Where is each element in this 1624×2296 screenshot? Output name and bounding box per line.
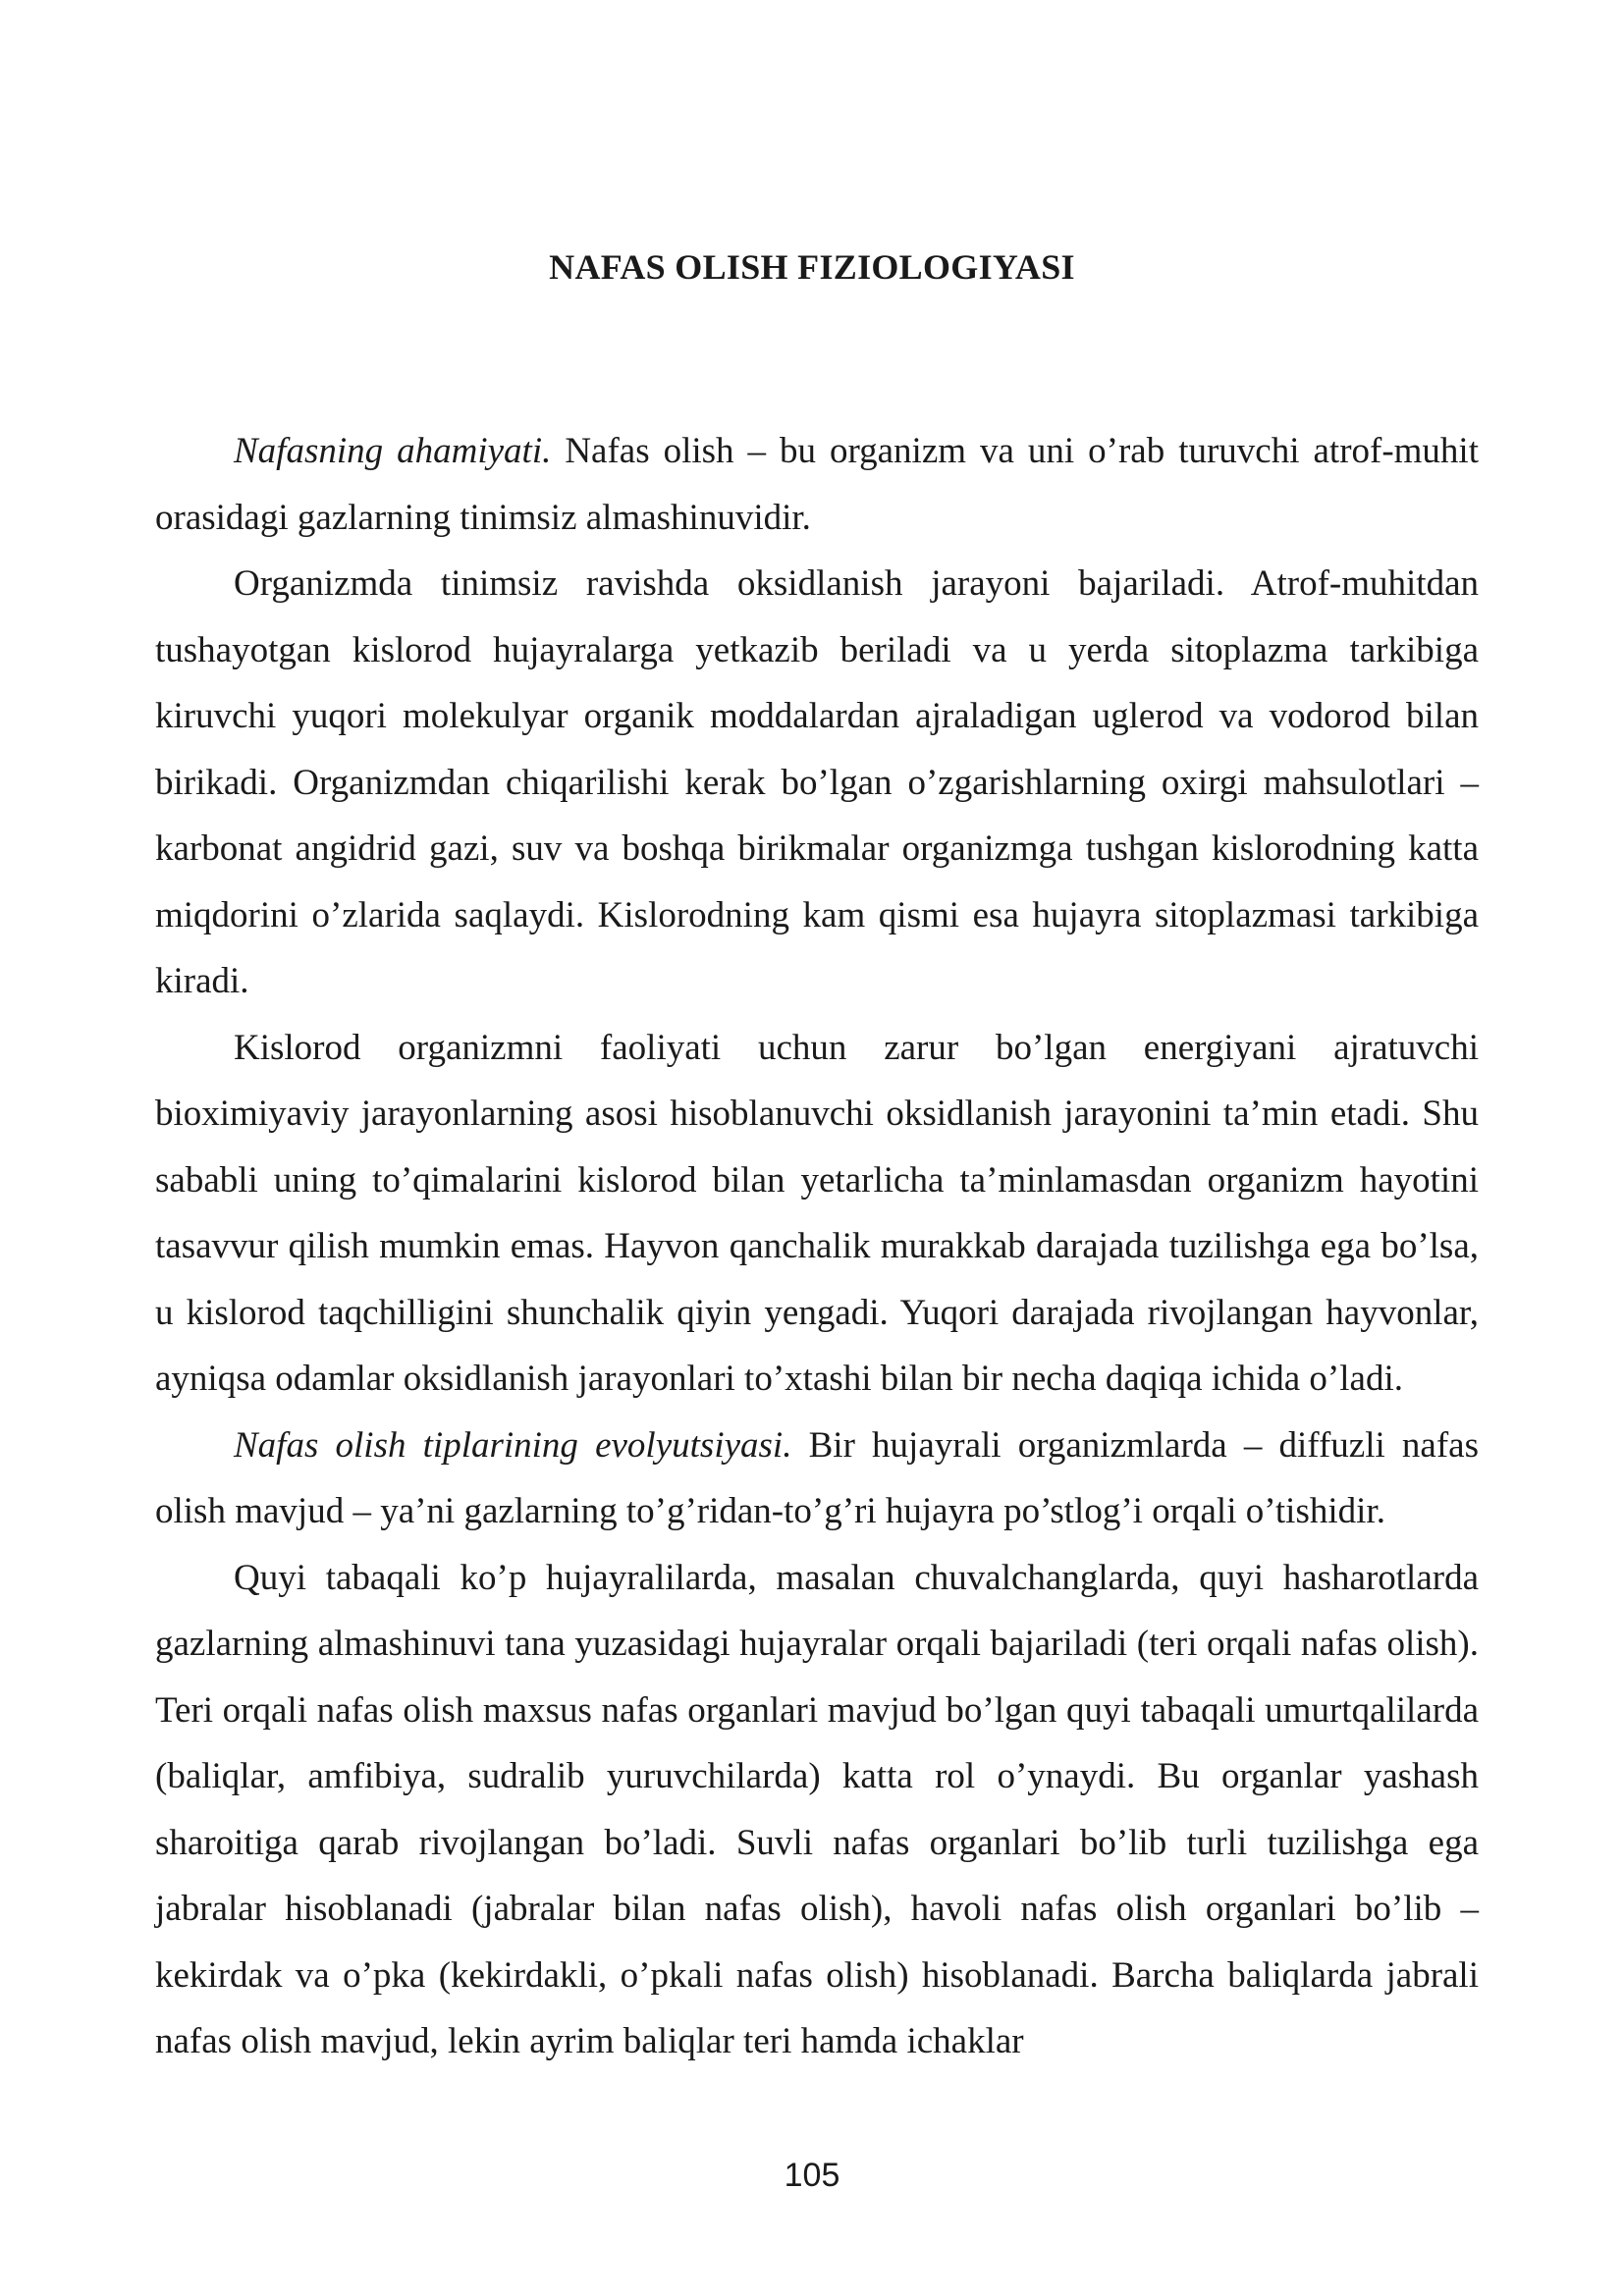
paragraph-text: Bir hujayrali organizmlarda – diffuzli nafas olish mavjud – ya’ni gazlarning to’g’ridan-to’g’ri hujayra po’stlog’i orqali o’tishidir. bbox=[155, 1424, 1479, 1531]
paragraph-text: Organizmda tinimsiz ravishda oksidlanish jarayoni bajariladi. Atrof-muhitdan tushayotgan kislorod hujayralarga yetkazib beriladi va u yerda sitoplazma tarkibiga kiruvchi yuqori molekulyar organik moddalardan ajraladigan uglerod va vodorod bilan birikadi. Organizmdan chiqarilishi kerak bo’lgan o’zgarishlarning oxirgi mahsulotlari – karbonat angidrid gazi, suv va boshqa birikmalar organizmga tushgan kislorodning katta miqdorini o’zlarida saqlaydi. Kislorodning kam qismi esa hujayra sitoplazmasi tarkibiga kiradi. bbox=[155, 563, 1479, 1001]
paragraph-oxygen-role bbox=[155, 1015, 1479, 1413]
body-text bbox=[155, 418, 1479, 2075]
paragraph-text: Kislorod organizmni faoliyati uchun zarur bo’lgan energiyani ajratuvchi bioximiyaviy jarayonlarning asosi hisoblanuvchi oksidlanish jarayonini ta’min etadi. Shu sababli uning to’qimalarini kislorod bilan yetarlicha ta’minlamasdan organizm hayotini tasavvur qilish mumkin emas. Hayvon qanchalik murakkab darajada tuzilishga ega bo’lsa, u kislorod taqchilligini shunchalik qiyin yengadi. Yuqori darajada rivojlangan hayvonlar, ayniqsa odamlar oksidlanish jarayonlari to’xtashi bilan bir necha daqiqa ichida o’ladi. bbox=[155, 1027, 1479, 1399]
paragraph-lead: Nafasning ahamiyati. bbox=[234, 431, 552, 471]
paragraph-text: Quyi tabaqali ko’p hujayralilarda, masalan chuvalchanglarda, quyi hasharotlarda gazlarning almashinuvi tana yuzasidagi hujayralar orqali bajariladi (teri orqali nafas olish). Teri orqali nafas olish maxsus nafas organlari mavjud bo’lgan quyi tabaqali umurtqalilarda (baliqlar, amfibiya, sudralib yuruvchilarda) katta rol o’ynaydi. Bu organlar yashash sharoitiga qarab rivojlangan bo’ladi. Suvli nafas organlari bo’lib turli tuzilishga ega jabralar hisoblanadi (jabralar bilan nafas olish), havoli nafas olish organlari bo’lib – kekirdak va o’pka (kekirdakli, o’pkali nafas olish) hisoblanadi. Barcha baliqlarda jabrali nafas olish mavjud, lekin ayrim baliqlar teri hamda ichaklar bbox=[155, 1557, 1479, 2061]
paragraph-evolution bbox=[155, 1413, 1479, 1545]
paragraph-text: Nafas olish – bu organizm va uni o’rab turuvchi atrof-muhit orasidagi gazlarning tinimsiz almashinuvidir. bbox=[155, 431, 1479, 538]
page-title: NAFAS OLISH FIZIOLOGIYASI bbox=[549, 247, 1075, 288]
paragraph-importance bbox=[155, 418, 1479, 551]
page-number: 105 bbox=[784, 2157, 840, 2194]
paragraph-oxidation bbox=[155, 551, 1479, 1015]
paragraph-lead: Nafas olish tiplarining evolyutsiyasi. bbox=[234, 1424, 792, 1466]
paragraph-respiration-types bbox=[155, 1545, 1479, 2075]
